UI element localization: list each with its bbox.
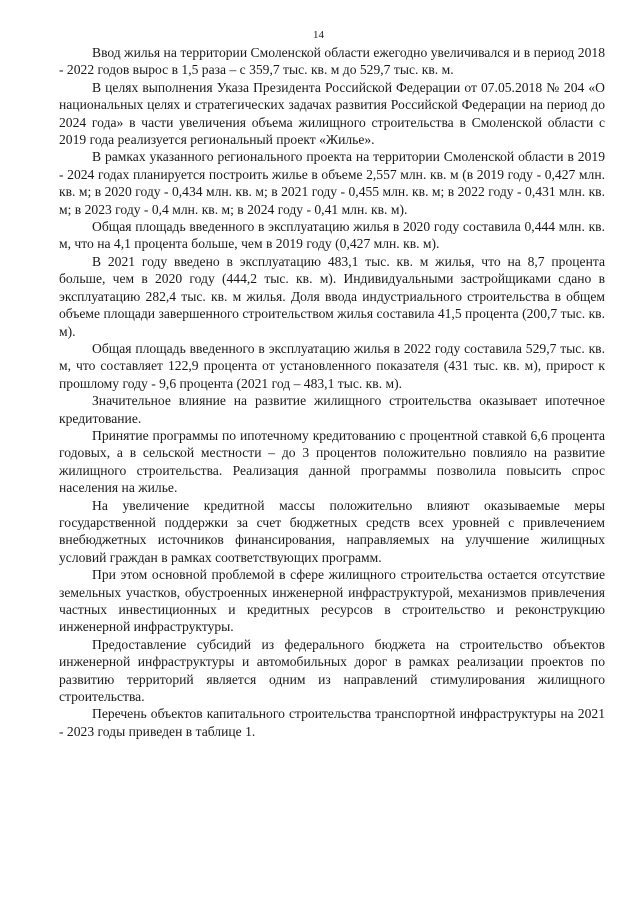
- paragraph-main-problem: При этом основной проблемой в сфере жилищного строительства остается отсутствие земельных участков, обустроенных инженерной инфраструктурой, механизмов привлечения частных инвестиционных и кредитных ресурсов в строительство и реконструкцию инженерной инфраструктуры.: [59, 567, 605, 635]
- paragraph-2022-results: Общая площадь введенного в эксплуатацию жилья в 2022 году составила 529,7 тыс. кв. м, что составляет 122,9 процента от установленного показателя (431 тыс. кв. м), прирост к прошлому году - 9,6 процента (2021 год – 483,1 тыс. кв. м).: [59, 340, 605, 391]
- paragraph-federal-subsidies: Предоставление субсидий из федерального бюджета на строительство объектов инженерной инфраструктуры и автомобильных дорог в рамках реализации проектов по развитию территорий является одним из направлений стимулирования жилищного строительства.: [59, 636, 605, 705]
- paragraph-state-support: На увеличение кредитной массы положительно влияют оказываемые меры государственной поддержки за счет бюджетных средств всех уровней с привлечением внебюджетных источников финансирования, направляемых на улучшение жилищных условий граждан в рамках соответствующих программ.: [59, 497, 605, 565]
- page-number: 14: [313, 29, 324, 41]
- paragraph-table-reference: Перечень объектов капитального строительства транспортной инфраструктуры на 2021 - 2023 годы приведен в таблице 1.: [59, 706, 605, 739]
- paragraph-housing-growth: Ввод жилья на территории Смоленской области ежегодно увеличивался и в период 2018 - 2022 годов вырос в 1,5 раза – с 359,7 тыс. кв. м до 529,7 тыс. кв. м.: [59, 45, 605, 78]
- paragraph-mortgage-influence: Значительное влияние на развитие жилищного строительства оказывает ипотечное кредитование.: [59, 393, 605, 426]
- paragraph-presidential-decree: В целях выполнения Указа Президента Российской Федерации от 07.05.2018 № 204 «О национальных целях и стратегических задачах развития Российской Федерации на период до 2024 года» в части увеличения объема жилищного строительства в Смоленской области с 2019 года реализуется региональный проект «Жилье».: [59, 79, 605, 148]
- paragraph-2020-results: Общая площадь введенного в эксплуатацию жилья в 2020 году составила 0,444 млн. кв. м, что на 4,1 процента больше, чем в 2019 году (0,427 млн. кв. м).: [59, 219, 605, 252]
- paragraph-mortgage-program: Принятие программы по ипотечному кредитованию с процентной ставкой 6,6 процента годовых, а в сельской местности – до 3 процентов положительно повлияло на развитие жилищного строительства. Реализация данной программы позволила повысить спрос населения на жилье.: [59, 427, 605, 496]
- paragraph-2021-results: В 2021 году введено в эксплуатацию 483,1 тыс. кв. м жилья, что на 8,7 процента больше, чем в 2020 году (444,2 тыс. кв. м). Индивидуальными застройщиками сдано в эксплуатацию 282,4 тыс. кв. м жилья. Доля ввода индустриального строительства в общем объеме площади завершенного строительством жилья составила 41,5 процента (200,7 тыс. кв. м).: [59, 253, 605, 339]
- document-body: [59, 44, 605, 740]
- paragraph-regional-project-plan: В рамках указанного регионального проекта на территории Смоленской области в 2019 - 2024 годах планируется построить жилье в объеме 2,557 млн. кв. м (в 2019 году - 0,427 млн. кв. м; в 2020 году - 0,434 млн. кв. м; в 2021 году - 0,455 млн. кв. м; в 2022 году - 0,431 млн. кв. м; в 2023 году - 0,4 млн. кв. м; в 2024 году - 0,41 млн. кв. м).: [59, 149, 605, 217]
